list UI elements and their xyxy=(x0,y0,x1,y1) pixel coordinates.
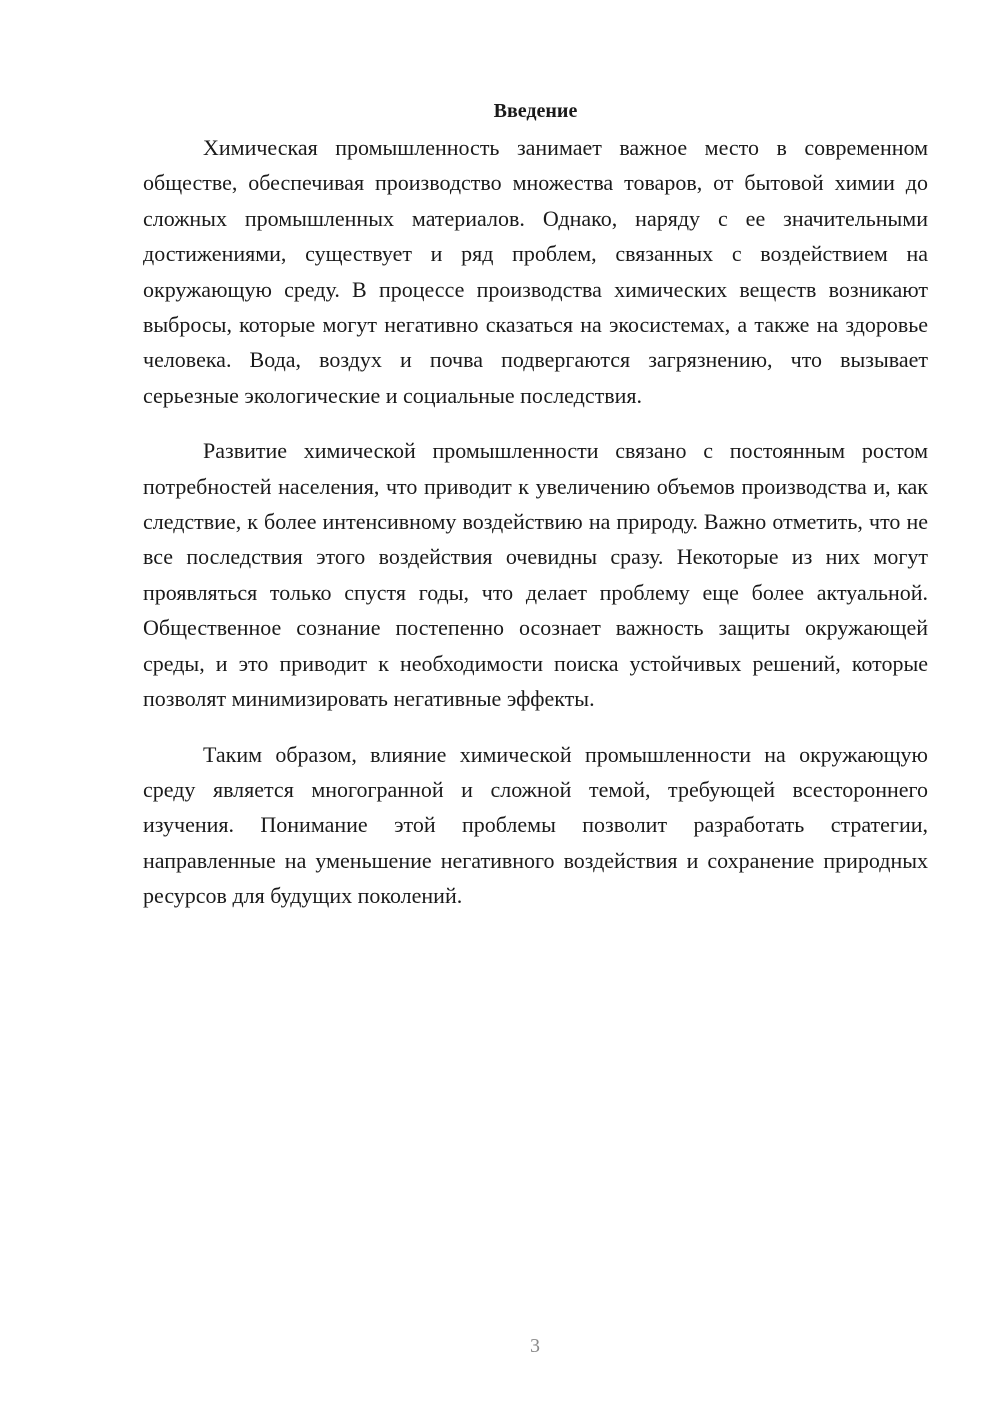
paragraph-2: Развитие химической промышленности связано с постоянным ростом потребностей населения, что приводит к увеличению объемов производства и, как следствие, к более интенсивному воздействию на природу. Важно отметить, что не все последствия этого воздействия очевидны сразу. Некоторые из них могут проявляться только спустя годы, что делает проблему еще более актуальной. Общественное сознание постепенно осознает важность защиты окружающей среды, и это приводит к необходимости поиска устойчивых решений, которые позволят минимизировать негативные эффекты. xyxy=(143,438,928,712)
paragraph-1: Химическая промышленность занимает важное место в современном обществе, обеспечивая производство множества товаров, от бытовой химии до сложных промышленных материалов. Однако, наряду с ее значительными достижениями, существует и ряд проблем, связанных с воздействием на окружающую среду. В процессе производства химических веществ возникают выбросы, которые могут негативно сказаться на экосистемах, а также на здоровье человека. Вода, воздух и почва подвергаются загрязнению, что вызывает серьезные экологические и социальные последствия. xyxy=(143,135,928,408)
section-heading: Введение xyxy=(493,100,578,122)
page-content xyxy=(143,96,928,914)
paragraph-3: Таким образом, влияние химической промышленности на окружающую среду является многогранной и сложной темой, требующей всестороннего изучения. Понимание этой проблемы позволит разработать стратегии, направленные на уменьшение негативного воздействия и сохранение природных ресурсов для будущих поколений. xyxy=(143,741,928,909)
page-number: 3 xyxy=(530,1335,540,1357)
